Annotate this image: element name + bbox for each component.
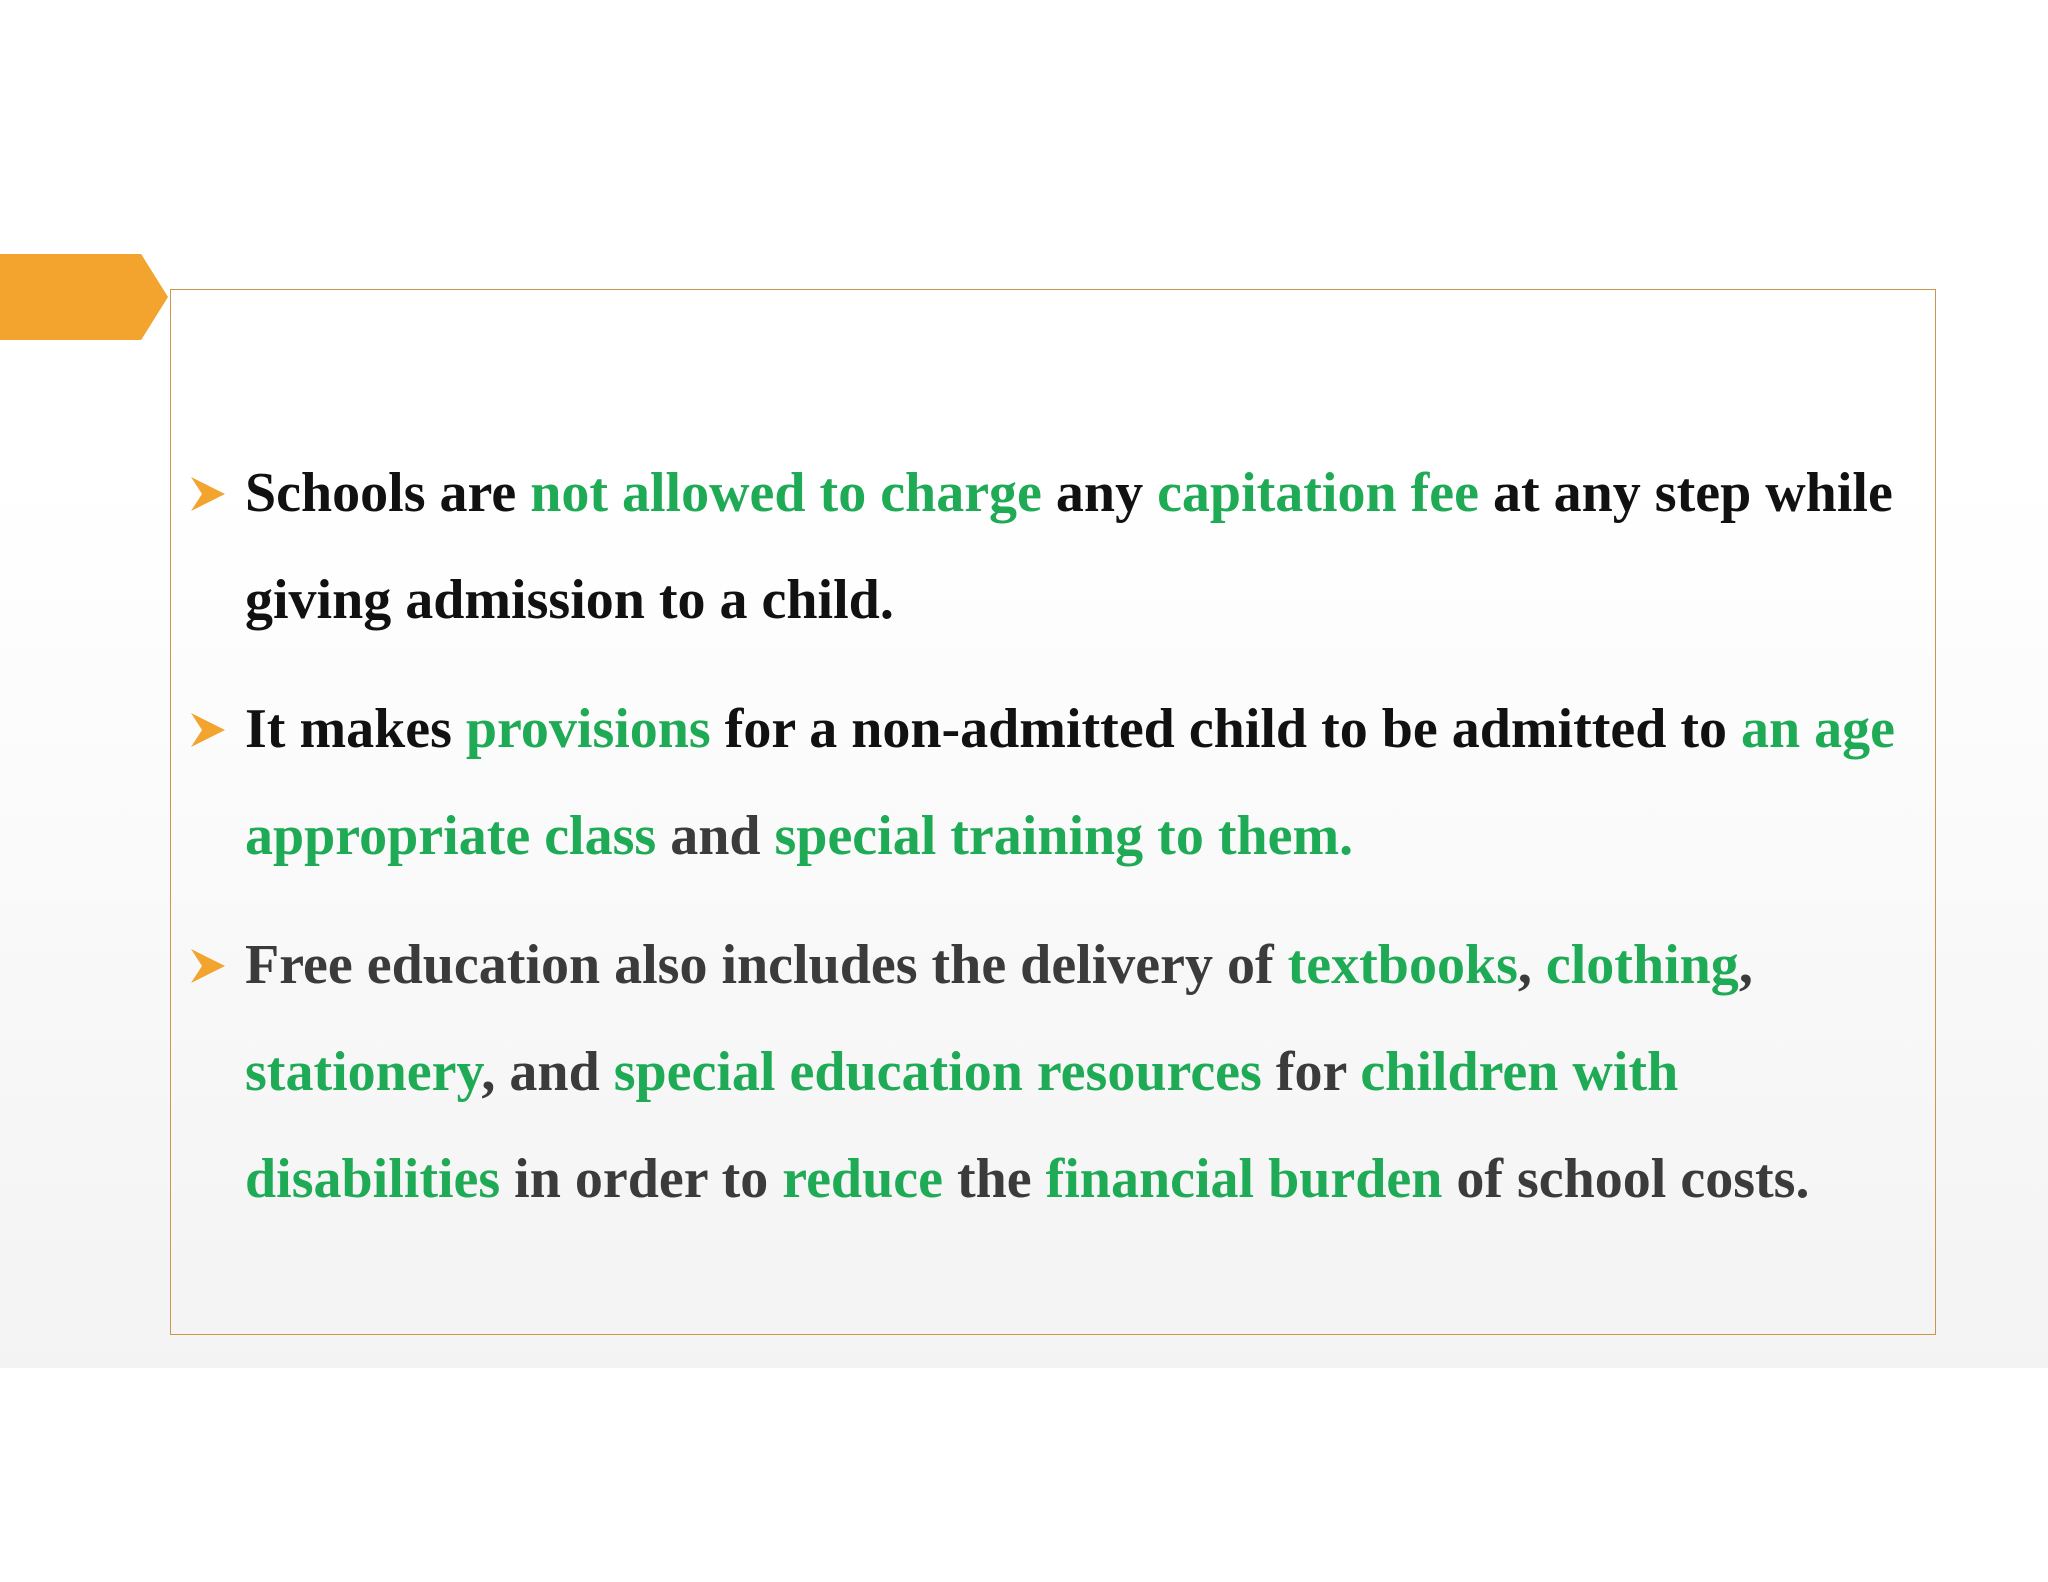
- bullet-text: ,: [1517, 934, 1546, 996]
- bullet-highlight: textbooks: [1287, 934, 1518, 996]
- bullet-text: of school costs.: [1442, 1148, 1810, 1210]
- arrow-bullet-icon: [188, 710, 228, 750]
- bullet-highlight: capitation fee: [1157, 462, 1479, 524]
- bullet-item-free-education: [188, 912, 1928, 1233]
- orange-accent-tab: [0, 254, 168, 340]
- bullet-text: Schools are: [245, 462, 531, 524]
- bullet-text: , and: [481, 1041, 614, 1103]
- arrow-bullet-icon: [188, 474, 228, 514]
- bullet-item-provisions: [188, 676, 1928, 890]
- bullet-text: the: [942, 1148, 1046, 1210]
- bullet-text: ,: [1738, 934, 1753, 996]
- bullet-highlight: children with disabilities: [245, 1041, 1679, 1210]
- bullet-highlight: special training to them.: [774, 805, 1354, 867]
- bullet-text: and: [656, 805, 775, 867]
- bullet-highlight: financial burden: [1045, 1148, 1443, 1210]
- bullet-text: Free education also includes the delivery of: [245, 934, 1288, 996]
- bullet-highlight: an age appropriate class: [245, 698, 1896, 867]
- bullet-item-capitation-fee: [188, 440, 1928, 654]
- bullet-highlight: not allowed to charge: [530, 462, 1042, 524]
- bullet-highlight: reduce: [782, 1148, 943, 1210]
- bullet-text: for: [1261, 1041, 1361, 1103]
- bullet-list: [188, 440, 1928, 1255]
- bullet-highlight: clothing: [1545, 934, 1739, 996]
- arrow-bullet-icon: [188, 946, 228, 986]
- bullet-text: It makes: [245, 698, 466, 760]
- bullet-text: any: [1041, 462, 1158, 524]
- bullet-text: for a non-admitted child to be admitted to: [710, 698, 1742, 760]
- bullet-text: at any step while giving admission to a child.: [245, 462, 1893, 631]
- bullet-highlight: special education resources: [613, 1041, 1262, 1103]
- bullet-highlight: provisions: [465, 698, 711, 760]
- bullet-highlight: stationery: [245, 1041, 482, 1103]
- bullet-text: in order to: [500, 1148, 783, 1210]
